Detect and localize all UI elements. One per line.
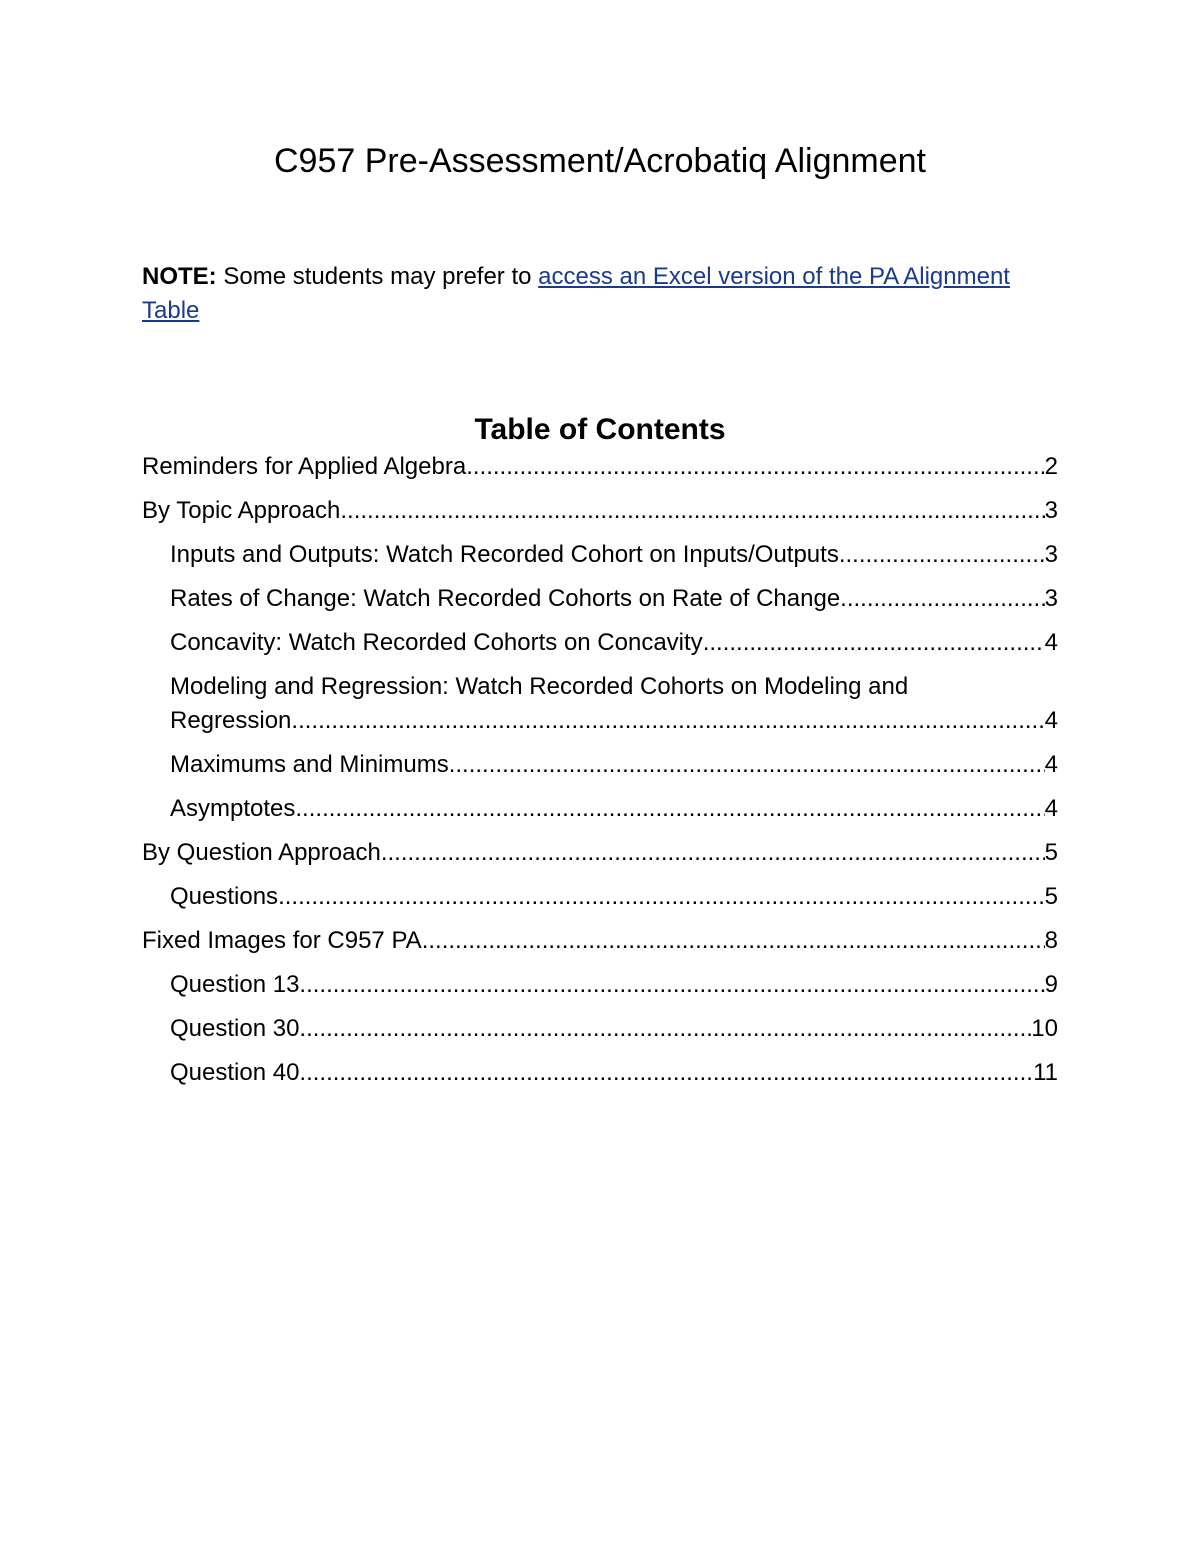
toc-entry-rates-of-change[interactable] — [142, 582, 1058, 616]
toc-entry-page: 11 — [1033, 1059, 1058, 1086]
toc-entry-page: 2 — [1044, 453, 1058, 480]
toc-entry-inputs-outputs[interactable] — [142, 538, 1058, 572]
toc-entry-label-line1: Modeling and Regression: Watch Recorded Cohorts on Modeling and — [170, 673, 909, 700]
toc-entry-label-line2: Regression — [170, 707, 292, 734]
toc-entry-label: Asymptotes — [170, 795, 296, 822]
toc-entry-label: Question 13 — [170, 971, 300, 998]
toc-entry-label: By Question Approach — [142, 839, 381, 866]
toc-entry-page: 5 — [1044, 839, 1058, 866]
toc-entry-page: 4 — [1044, 795, 1058, 822]
toc-entry-page: 4 — [1044, 751, 1058, 778]
note-label: NOTE: — [142, 263, 217, 290]
toc-entry-label: Fixed Images for C957 PA — [142, 927, 422, 954]
toc-entry-label: Reminders for Applied Algebra — [142, 453, 467, 480]
toc-entry-label: Inputs and Outputs: Watch Recorded Cohort on Inputs/Outputs — [170, 541, 839, 568]
toc-entry-label: Rates of Change: Watch Recorded Cohorts on Rate of Change — [170, 585, 841, 612]
toc-entry-concavity[interactable] — [142, 626, 1058, 660]
toc-entry-max-min[interactable] — [142, 748, 1058, 782]
toc-entry-questions[interactable] — [142, 880, 1058, 914]
toc-entry-label: Question 40 — [170, 1059, 300, 1086]
toc-entry-page: 3 — [1044, 497, 1058, 524]
toc-entry-label: Questions — [170, 883, 279, 910]
toc-entry-label: Question 30 — [170, 1015, 300, 1042]
note-paragraph — [142, 260, 1042, 328]
toc-entry-page: 3 — [1044, 541, 1058, 568]
toc-entry-label: Maximums and Minimums — [170, 751, 449, 778]
toc-entry-page: 9 — [1044, 971, 1058, 998]
page-title: C957 Pre-Assessment/Acrobatiq Alignment — [274, 142, 926, 180]
toc-entry-page: 4 — [1044, 707, 1058, 734]
toc-entry-question-40[interactable] — [142, 1056, 1058, 1090]
toc-entry-page: 4 — [1044, 629, 1058, 656]
toc-entry-page: 5 — [1044, 883, 1058, 910]
table-of-contents — [142, 450, 1058, 1100]
toc-entry-by-topic[interactable] — [142, 494, 1058, 528]
toc-entry-question-30[interactable] — [142, 1012, 1058, 1046]
toc-entry-fixed-images[interactable] — [142, 924, 1058, 958]
toc-entry-modeling-regression[interactable] — [142, 670, 1058, 738]
toc-entry-by-question[interactable] — [142, 836, 1058, 870]
toc-heading: Table of Contents — [474, 413, 726, 446]
toc-entry-asymptotes[interactable] — [142, 792, 1058, 826]
toc-entry-page: 10 — [1031, 1015, 1058, 1042]
note-text: Some students may prefer to — [216, 263, 539, 290]
toc-entry-label: By Topic Approach — [142, 497, 341, 524]
toc-entry-question-13[interactable] — [142, 968, 1058, 1002]
toc-entry-page: 3 — [1044, 585, 1058, 612]
excel-alignment-table-link[interactable]: access an Excel version of the PA Alignment Table — [142, 263, 1010, 324]
toc-entry-reminders[interactable] — [142, 450, 1058, 484]
toc-entry-label: Concavity: Watch Recorded Cohorts on Concavity — [170, 629, 703, 656]
toc-entry-page: 8 — [1044, 927, 1058, 954]
